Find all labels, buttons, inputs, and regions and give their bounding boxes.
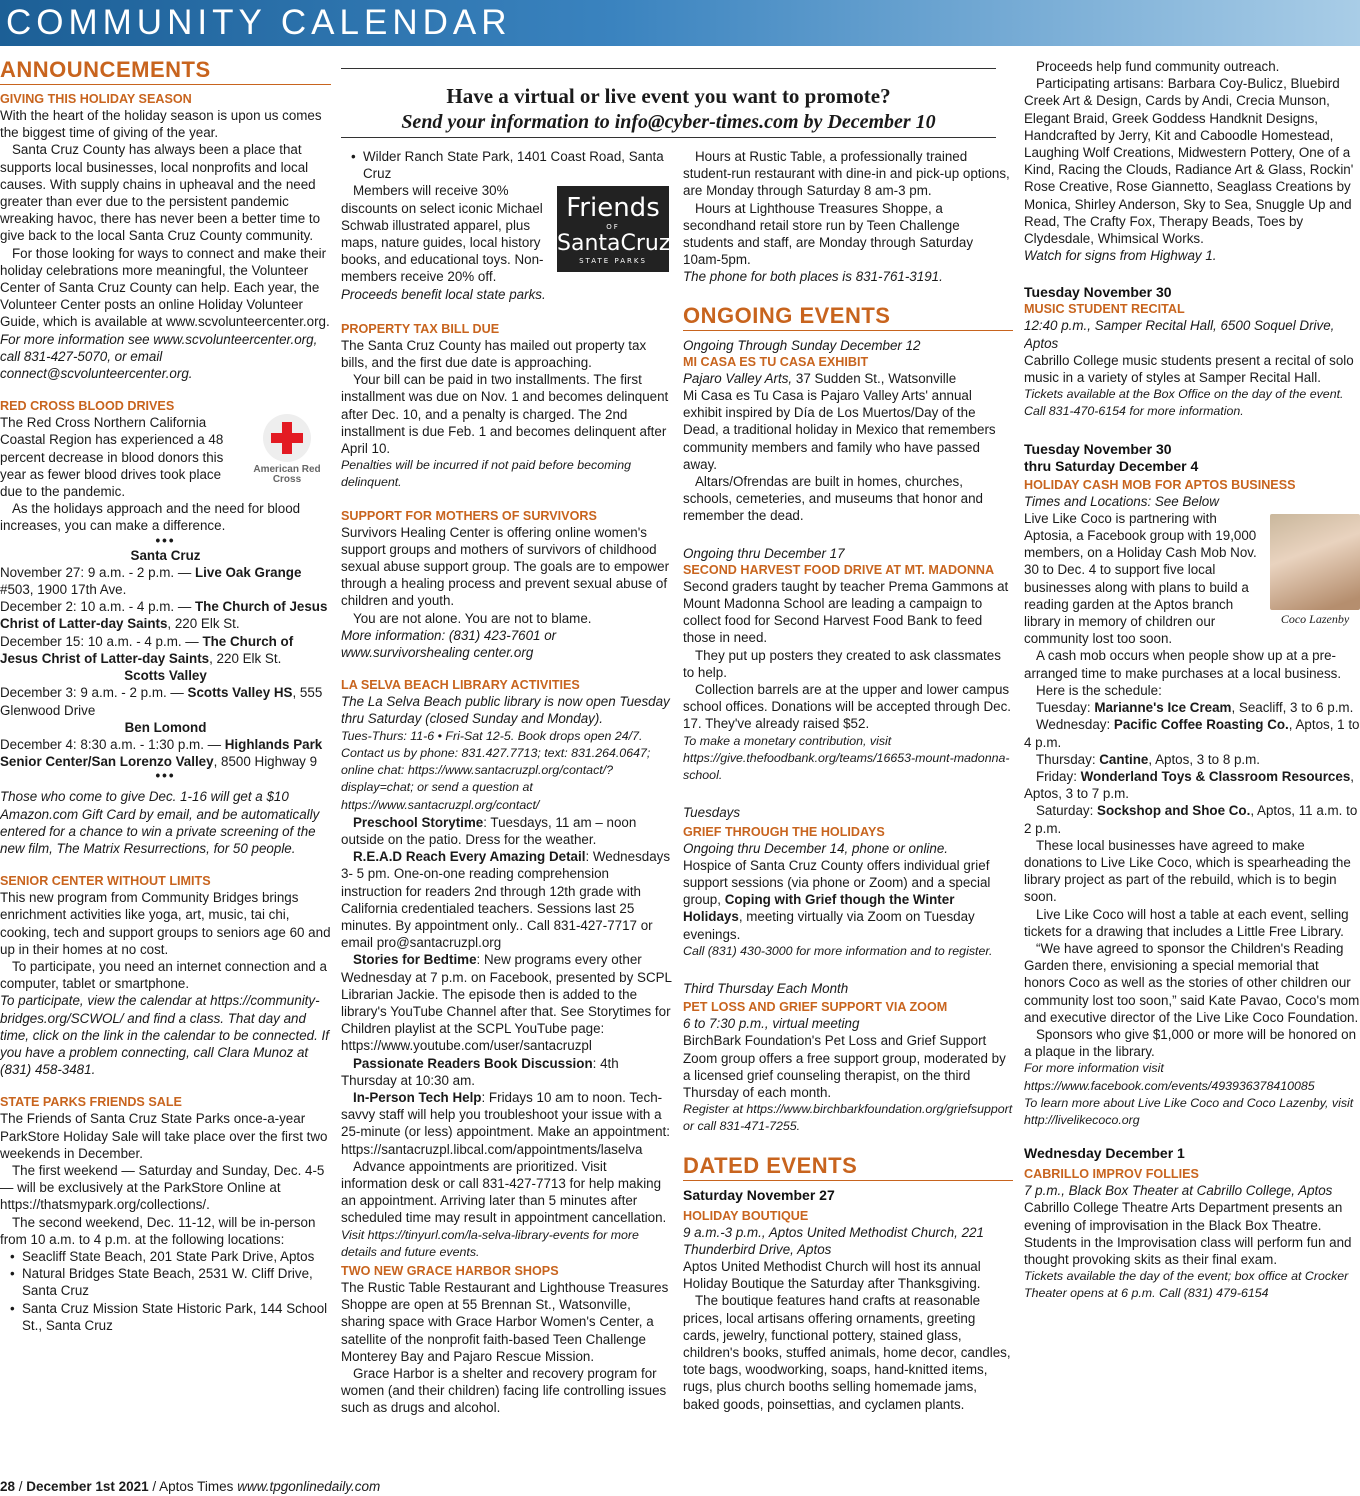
parks-p1: The Friends of Santa Cruz State Parks once-a-year ParkStore Holiday Sale will take place over the first two weekends in December. [0, 1111, 328, 1161]
ongoing-e2-title: SECOND HARVEST FOOD DRIVE AT MT. MADONNA [683, 562, 995, 577]
red-cross-logo [251, 414, 323, 486]
ongoing-e2-when: Ongoing thru December 17 [683, 545, 845, 561]
parks-title: STATE PARKS FRIENDS SALE [0, 1095, 182, 1110]
list-item: • Santa Cruz Mission State Historic Park, 144 School St., Santa Cruz [8, 1300, 331, 1334]
dated-e1-p5: Watch for signs from Highway 1. [1024, 248, 1217, 264]
dated-e2-p2: Tickets available at the Box Office on the day of the event. Call 831-470-6154 for more information. [1024, 387, 1344, 419]
coco-photo [1270, 514, 1360, 624]
column-1 [0, 58, 331, 1334]
library-p1: The La Selva Beach public library is now open Tuesday thru Saturday (closed Sunday and Monday). [341, 694, 670, 727]
ongoing-e3-p1: Hospice of Santa Cruz County offers individual grief support sessions (via phone or Zoom) and a special group, Coping with Grief though the Winter Holidays, meeting virtually via Zoom on Tuesday evenings. [683, 857, 991, 942]
tax-title: PROPERTY TAX BILL DUE [341, 321, 500, 336]
grace-title: TWO NEW GRACE HARBOR SHOPS [341, 1263, 559, 1278]
ongoing-e4-sub: 6 to 7:30 p.m., virtual meeting [683, 1016, 860, 1032]
dated-e1-p2: The boutique features hand crafts at reasonable prices, local artisans offering ornaments, greeting cards, jewelry, functional pottery, stained glass, children's books, stuffed animals, home decor, candles, tote bags, woodworking, soaps, hand-knitted items, rugs, plus church booths selling homemade jams, baked goods, poinsettias, and cyclamen plants. [683, 1293, 1011, 1412]
dated-e3-date2: thru Saturday December 4 [1024, 457, 1199, 474]
mothers-title: SUPPORT FOR MOTHERS OF SURVIVORS [341, 508, 597, 523]
parks-locations [0, 1248, 331, 1334]
grace-p3: Hours at Rustic Table, a professionally trained student-run restaurant with dine-in and pick-up options, are Monday through Saturday 8 am-3 pm. [683, 149, 1010, 199]
dated-e1-title: HOLIDAY BOUTIQUE [683, 1208, 809, 1223]
drive-2: December 2: 10 a.m. - 4 p.m. — The Church of Jesus Christ of Latter-day Saints, 220 Elk St. [0, 599, 328, 632]
promo-subtitle: Send your information to info@cyber-times.com by December 10 [401, 111, 936, 133]
separator-dots: ••• [155, 768, 176, 784]
drive-5: December 4: 8:30 a.m. - 1:30 p.m. — Highlands Park Senior Center/San Lorenzo Valley, 8500 Highway 9 [0, 736, 323, 770]
dated-e1-p3: Proceeds help fund community outreach. [1036, 59, 1280, 74]
announcements-heading: ANNOUNCEMENTS [0, 58, 331, 85]
dated-e4-date: Wednesday December 1 [1024, 1145, 1185, 1162]
page-number: 28 [0, 1479, 16, 1494]
dated-e3-p6: “We have agreed to sponsor the Children's Reading Garden there, envisioning a special memorial that honors Coco as well as the stories of other children our community lost too soon,” said Kate Pavao, Coco's mom and executive director of the Live Like Coco Foundation. [1024, 940, 1360, 1025]
ongoing-e1-when: Ongoing Through Sunday December 12 [683, 337, 921, 353]
list-item: • Natural Bridges State Beach, 2531 W. Cliff Drive, Santa Cruz [8, 1265, 331, 1299]
library-title: LA SELVA BEACH LIBRARY ACTIVITIES [341, 678, 580, 693]
dated-e1-p4: Participating artisans: Barbara Coy-Bulicz, Bluebird Creek Art & Design, Cards by Andi, Crecia Munson, Elegant Braid, Greek Goddess Handknit Designs, Handcrafted by Jerry, Kit and Caboodle Homestead, Laughing Wolf Creations, Midwestern Pottery, One of a Kind, Racing the Clouds, Radiance Art & Glass, Rockin' Rose Creative, Rose Giannetto, Seaglass Creations by Monica, Shirley Anderson, Sky to Sea, Snuggle Up and Read, The Crafty Fox, Therapy Beads, Toes by Clydesdale, Whimsical Works. [1024, 76, 1354, 247]
dated-e3-p7: Sponsors who give $1,000 or more will be honored on a plaque in the library. [1024, 1026, 1357, 1060]
ongoing-e1-loc: Pajaro Valley Arts, 37 Sudden St., Watsonville [683, 370, 957, 386]
library-s5: In-Person Tech Help: Fridays 10 am to noon. Tech-savvy staff will help you troubleshoot your issue with a 25-minute (or less) appointment. Make an appointment: https://santacruzpl.libcal.com/appointments/laselva [341, 1089, 670, 1157]
ongoing-e3-when: Tuesdays [683, 805, 741, 821]
ongoing-e1-p1: Mi Casa es Tu Casa is Pajaro Valley Arts' annual exhibit inspired by Día de Los Muertos/Day of the Dead, a traditional holiday in Mexico that remembers community members and family who have passed away. [683, 388, 996, 472]
mothers-p2: You are not alone. You are not to blame. [353, 610, 592, 626]
column-2 [341, 148, 673, 1417]
dated-e1-sub: 9 a.m.-3 p.m., Aptos United Methodist Church, 221 Thunderbird Drive, Aptos [683, 1224, 984, 1257]
logo-line-2: SantaCruz [557, 231, 671, 257]
parks-p4: Members will receive 30% discounts on select iconic Michael Schwab illustrated apparel, plus maps, nature guides, local history books, and educational toys. Non-members receive 20% off. [341, 183, 544, 285]
redcross-p1: The Red Cross Northern California Coastal Region has experienced a 48 percent decrease in blood donors this year as fewer blood drives took place due to the pandemic. [0, 415, 224, 500]
dated-e3-date1: Tuesday November 30 [1024, 440, 1172, 457]
footer-website-link[interactable]: www.tpgonlinedaily.com [237, 1479, 381, 1494]
library-p4: Visit https://tinyurl.com/la-selva-library-events for more details and future events. [341, 1227, 639, 1259]
location-scotts-valley: Scotts Valley [124, 668, 207, 684]
ongoing-e4-p2: Register at https://www.birchbarkfoundation.org/griefsupport or call 831-471-7255. [683, 1102, 1013, 1134]
dated-e4-sub: 7 p.m., Black Box Theater at Cabrillo College, Aptos [1024, 1183, 1333, 1199]
mothers-p3: More information: (831) 423-7601 or www.survivorshealing center.org [341, 627, 557, 661]
drive-3: December 15: 10 a.m. - 4 p.m. — The Church of Jesus Christ of Latter-day Saints, 220 Elk St. [0, 633, 294, 666]
schedule-1: Tuesday: Marianne's Ice Cream, Seacliff, 3 to 6 p.m. [1036, 700, 1354, 716]
ongoing-e4-when: Third Thursday Each Month [683, 980, 849, 996]
ongoing-heading: ONGOING EVENTS [683, 304, 1013, 331]
dated-e2-p1: Cabrillo College music students present a recital of solo music in a variety of styles at Samper Recital Hall. [1024, 352, 1354, 386]
dated-e4-p1: Cabrillo College Theatre Arts Department presents an evening of improvisation in the Black Box Theatre. Students in the Improvisation class will perform fun and thought provoking skits as their final exam. [1024, 1200, 1352, 1267]
ongoing-e1-p2: Altars/Ofrendas are built in homes, churches, schools, cemeteries, and museums that honor and remember the dead. [683, 474, 983, 524]
friends-santa-cruz-logo [557, 186, 669, 272]
ongoing-e4-title: PET LOSS AND GRIEF SUPPORT VIA ZOOM [683, 1000, 948, 1015]
footer-sep: / [148, 1479, 160, 1494]
promo-box [341, 68, 996, 138]
library-s4: Passionate Readers Book Discussion: 4th Thursday at 10:30 am. [341, 1055, 619, 1088]
dated-heading: DATED EVENTS [683, 1154, 1013, 1181]
giving-p4: For more information see www.scvolunteercenter.org, call 831-427-5070, or email connect@scvolunteercenter.org. [0, 331, 318, 382]
portrait-image [1270, 514, 1360, 610]
ongoing-e3-sub: Ongoing thru December 14, phone or online. [683, 840, 949, 856]
logo-line-3: STATE PARKS [579, 257, 647, 266]
dated-e2-sub: 12:40 p.m., Samper Recital Hall, 6500 Soquel Drive, Aptos [1024, 318, 1335, 351]
ongoing-e2-p3: Collection barrels are at the upper and lower campus school offices. Donations will be accepted through Dec. 17. They've already raised $52. [683, 682, 1012, 732]
column-4 [1024, 58, 1360, 1303]
dated-e4-p2: Tickets available the day of the event; box office at Crocker Theater opens at 6 p.m. Call (831) 479-6154 [1024, 1269, 1349, 1301]
drive-1: November 27: 9 a.m. - 2 p.m. — Live Oak Grange #503, 1900 17th Ave. [0, 564, 302, 598]
separator-dots: ••• [155, 532, 176, 548]
schedule-5: Saturday: Sockshop and Shoe Co., Aptos, 11 a.m. to 2 p.m. [1024, 803, 1358, 836]
ongoing-e4-p1: BirchBark Foundation's Pet Loss and Grief Support Zoom group offers a free support group, moderated by a licensed grief counseling therapist, on the third Thursday of each month. [683, 1033, 1006, 1100]
library-p2: Tues-Thurs: 11-6 • Fri-Sat 12-5. Book drops open 24/7. Contact us by phone: 831.427.7713; text: 831.264.0647; online chat: https://www.santacruzpl.org/contact/?display=chat; or send a question at https://www.santacruzpl.org/contact/ [341, 728, 651, 812]
red-cross-icon [263, 414, 311, 462]
redcross-title: RED CROSS BLOOD DRIVES [0, 399, 175, 414]
grace-p1: The Rustic Table Restaurant and Lighthouse Treasures Shoppe are open at 55 Brennan St., Watsonville, sharing space with Grace Harbor Women's Center, a satellite of the nonprofit faith-based Teen Challenge Monterey Bay and Pajaro Rescue Mission. [341, 1279, 669, 1364]
red-cross-logo-text: American Red Cross [253, 464, 321, 486]
senior-p3: To participate, view the calendar at https://community-bridges.org/SCWOL/ and find a class. That day and time, click on the link in the calendar to be connected. If you have a problem connecting, call Clara Munoz at (831) 458-3481. [0, 993, 329, 1078]
footer-sep: / [15, 1479, 27, 1494]
footer-date: December 1st 2021 [26, 1479, 149, 1494]
dated-e3-sub: Times and Locations: See Below [1024, 493, 1219, 509]
tax-p2: Your bill can be paid in two installments. The first installment was due on Nov. 1 and becomes delinquent after Dec. 10, and a penalty is charged. The 2nd installment is due Feb. 1 and becomes delinquent after April 10. [341, 372, 669, 457]
parks-locations-cont [341, 148, 673, 182]
photo-caption: Coco Lazenby [1280, 611, 1350, 626]
parks-p3: The second weekend, Dec. 11-12, will be in-person from 10 a.m. to 4 p.m. at the following locations: [0, 1214, 316, 1247]
ongoing-e3-p2: Call (831) 430-3000 for more information and to register. [683, 943, 993, 958]
banner-title: COMMUNITY CALENDAR [6, 3, 512, 42]
dated-e1-date: Saturday November 27 [683, 1186, 835, 1203]
tax-p1: The Santa Cruz County has mailed out property tax bills, and the first due date is approaching. [341, 337, 647, 371]
library-s3: Stories for Bedtime: New programs every other Wednesday at 7 p.m. on Facebook, presented by SCPL Librarian Jackie. The episode then is added to the library's YouTube Channel after that. See Storytimes for Children playlist at the SCPL YouTube page: https://www.youtube.com/user/santacruzpl [341, 952, 672, 1054]
ongoing-e2-p4: To make a monetary contribution, visit https://give.thefoodbank.org/teams/16653-mount-madonna-school. [683, 733, 1010, 783]
location-ben-lomond: Ben Lomond [124, 719, 207, 735]
logo-line-1: Friends [566, 193, 660, 224]
footer-publication: Aptos Times [159, 1479, 234, 1494]
list-item: • Wilder Ranch State Park, 1401 Coast Road, Santa Cruz [349, 148, 673, 182]
senior-p2: To participate, you need an internet connection and a computer, tablet or smartphone. [0, 958, 327, 992]
giving-p3: For those looking for ways to connect and make their holiday celebrations more meaningful, the Volunteer Center of Santa Cruz County can help. Each year, the Volunteer Center posts an online Holiday Volunteer Guide, which is available at www.scvolunteercenter.org. [0, 245, 330, 330]
dated-e3-p5: Live Like Coco will host a table at each event, selling tickets for a drawing that includes a Little Free Library. [1024, 906, 1349, 939]
schedule-2: Wednesday: Pacific Coffee Roasting Co., Aptos, 1 to 4 p.m. [1024, 717, 1360, 750]
dated-e3-p2: A cash mob occurs when people show up at a pre-arranged time to make purchases at a local business. [1024, 648, 1342, 681]
senior-p1: This new program from Community Bridges brings enrichment activities like yoga, art, music, tai chi, cooking, tech and support groups to seniors age 60 and up in their homes at no cost. [0, 890, 331, 957]
location-santa-cruz: Santa Cruz [130, 547, 201, 563]
dated-e3-p1: Live Like Coco is partnering with Aptosia, a Facebook group with 19,000 members, on a Holiday Cash Mob Nov. 30 to Dec. 4 to support five local businesses along with plans to build a reading garden at the Aptos branch library in memory of children our community lost too soon. [1024, 510, 1257, 647]
dated-e4-title: CABRILLO IMPROV FOLLIES [1024, 1167, 1199, 1182]
dated-e2-date: Tuesday November 30 [1024, 284, 1172, 301]
ongoing-e2-p2: They put up posters they created to ask classmates to help. [683, 647, 1001, 680]
parks-p5: Proceeds benefit local state parks. [341, 286, 546, 302]
giving-p2: Santa Cruz County has always been a place that supports local businesses, local nonprofits and local causes. With supply chains in upheaval and the need greater than ever due to the persistent pandemic wreaking havoc, there has never been a better time to give back to the local Santa Cruz County community. [0, 142, 321, 244]
redcross-p2: As the holidays approach and the need for blood increases, you can make a difference. [0, 501, 301, 534]
calendar-banner [0, 0, 1360, 46]
giving-title: GIVING THIS HOLIDAY SEASON [0, 92, 192, 106]
senior-title: SENIOR CENTER WITHOUT LIMITS [0, 874, 211, 889]
dated-e3-p8: For more information visit https://www.facebook.com/events/493936378410085 [1024, 1061, 1315, 1093]
schedule-3: Thursday: Cantine, Aptos, 3 to 8 p.m. [1036, 751, 1261, 767]
mothers-p1: Survivors Healing Center is offering online women's support groups and mothers of survivors of childhood sexual abuse support group. The goals are to empower through a healing process and prevent sexual abuse of children and youth. [341, 524, 670, 609]
redcross-note: Those who come to give Dec. 1-16 will get a $10 Amazon.com Gift Card by email, and be automatically entered for a chance to win a private screening of the new film, The Matrix Resurrections, for 50 people. [0, 789, 320, 856]
list-item: • Seacliff State Beach, 201 State Park Drive, Aptos [8, 1248, 331, 1265]
library-s2: R.E.A.D Reach Every Amazing Detail: Wednesdays 3- 5 pm. One-on-one reading comprehension instruction for readers 2nd through 12th grade with California credentialed teachers. Sessions last 25 minutes. By appointment only.. Call 831-427-7717 or email pro@santacruzpl.org [341, 849, 671, 951]
giving-p1: With the heart of the holiday season is upon us comes the biggest time of giving of the year. [0, 108, 322, 141]
page-footer [0, 1478, 380, 1496]
tax-p3: Penalties will be incurred if not paid before becoming delinquent. [341, 458, 631, 490]
schedule-4: Friday: Wonderland Toys & Classroom Resources, Aptos, 3 to 7 p.m. [1024, 768, 1355, 802]
dated-e3-title: HOLIDAY CASH MOB FOR APTOS BUSINESS [1024, 477, 1296, 492]
dated-e3-p4: These local businesses have agreed to make donations to Live Like Coco, which is spearheading the library project as part of the rebuild, which is to begin soon. [1024, 837, 1351, 905]
dated-e1-p1: Aptos United Methodist Church will host its annual Holiday Boutique the Saturday after Thanksgiving. [683, 1258, 981, 1292]
logo-line-of: OF [606, 223, 620, 232]
library-s1: Preschool Storytime: Tuesdays, 11 am – noon outside on the patio. Dress for the weather. [341, 814, 637, 847]
drive-4: December 3: 9 a.m. - 2 p.m. — Scotts Valley HS, 555 Glenwood Drive [0, 685, 323, 718]
grace-p2a: Grace Harbor is a shelter and recovery program for women (and their children) facing life controlling issues such as drugs and alcohol. [341, 1366, 667, 1416]
dated-e3-p3: Here is the schedule: [1036, 682, 1162, 698]
ongoing-e1-title: MI CASA ES TU CASA EXHIBIT [683, 354, 869, 369]
promo-title: Have a virtual or live event you want to promote? [446, 84, 891, 108]
column-3 [683, 148, 1013, 1413]
grace-p4: Hours at Lighthouse Treasures Shoppe, a secondhand retail store run by Teen Challenge students and staff, are Monday through Saturday 10am-5pm. [683, 200, 974, 268]
parks-p2: The first weekend — Saturday and Sunday, Dec. 4-5 — will be exclusively at the ParkStore Online at https://thatsmypark.org/collections/. [0, 1162, 325, 1213]
dated-e2-title: MUSIC STUDENT RECITAL [1024, 302, 1185, 317]
library-p3: Advance appointments are prioritized. Visit information desk or call 831-427-7713 for help making an appointment. Arriving later than 5 minutes after scheduled time may result in appointment cancellation. [341, 1158, 667, 1226]
ongoing-e3-title: GRIEF THROUGH THE HOLIDAYS [683, 824, 885, 839]
ongoing-e2-p1: Second graders taught by teacher Prema Gammons at Mount Madonna School are leading a campaign to collect food for Second Harvest Food Bank to feed those in need. [683, 578, 1009, 646]
dated-e3-p9: To learn more about Live Like Coco and Coco Lazenby, visit http://livelikecoco.org [1024, 1095, 1354, 1127]
grace-p5: The phone for both places is 831-761-3191. [683, 269, 943, 285]
